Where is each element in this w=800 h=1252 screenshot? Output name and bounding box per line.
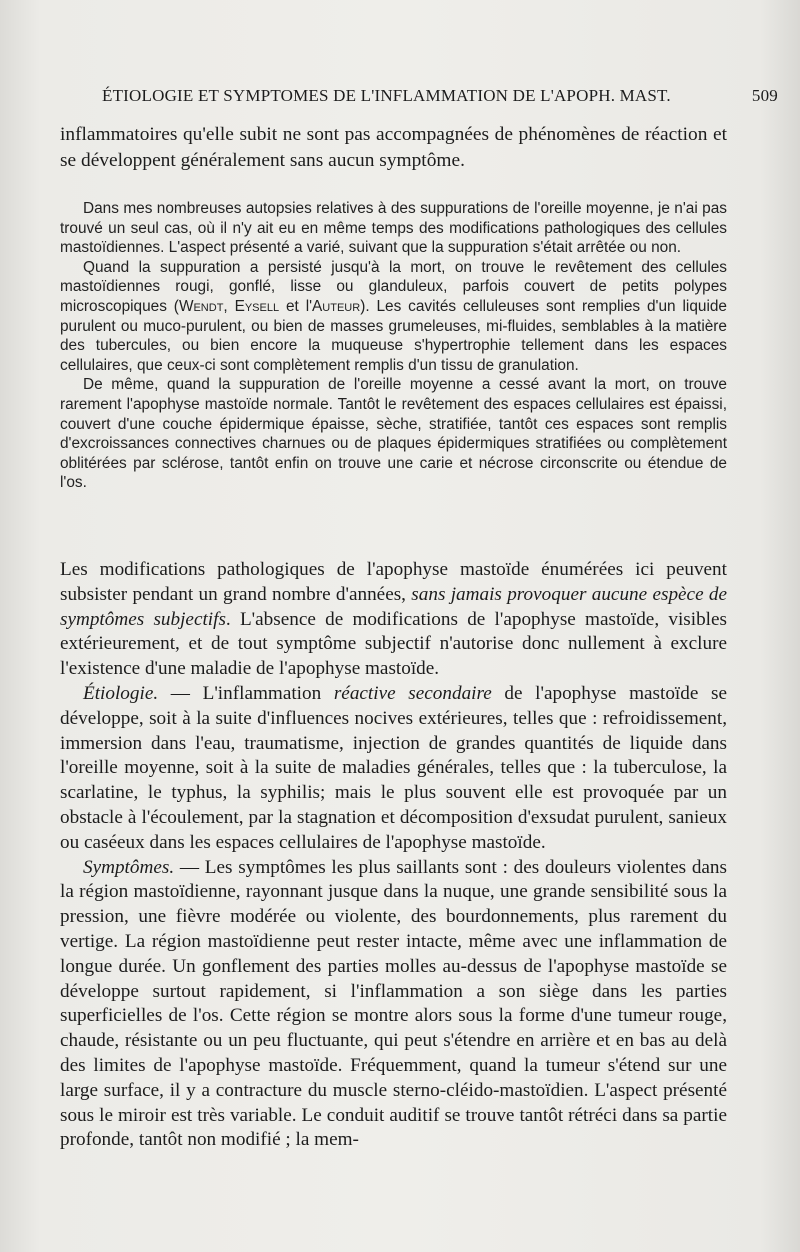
section-label-etiologie: Étiologie. (83, 682, 159, 704)
etiologie-paragraph (60, 682, 727, 856)
author-auteur: Auteur (312, 297, 361, 315)
etiologie-text-start: — L'inflammation (158, 682, 334, 704)
header-title: ÉTIOLOGIE ET SYMPTOMES DE L'INFLAMMATION DE L'APOPH. MAST. (102, 86, 671, 105)
author-eysell: Eysell (234, 297, 280, 315)
emphasis-text: réactive secondaire (333, 682, 492, 704)
body-paragraph-1-start: Les modifications pathologiques de l'apophyse mastoïde énumérées ici peuvent subsister pendant un grand nombre d'années, (60, 559, 727, 605)
note-paragraph-2-start: Quand la suppuration a persisté jusqu'à la mort, on trouve le revêtement des cellules mastoïdiennes rougi, gonflé, lisse ou glanduleux, parfois couvert de petits polypes microscopiques ( (60, 258, 727, 315)
author-wendt: Wendt (178, 297, 224, 315)
symptomes-text: — Les symptômes les plus saillants sont : des douleurs violentes dans la région mastoïdienne, rayonnant jusque dans la nuque, une grande sensibilité sous la pression, une fièvre modérée ou violente, des bourdonnements, plus rarement du vertige. La région mastoïdienne peut rester intacte, même avec une inflammation de longue durée. Un gonflement des parties molles au-dessus de l'apophyse mastoïde se développe surtout rapidement, si l'inflammation a son siège dans les parties superficielles de l'os. Cette région se montre alors sous la forme d'une tumeur rouge, chaude, résistante ou un peu fluctuante, qui peut s'étendre en arrière et en bas au delà des limites de l'apophyse mastoïde. Fréquemment, quand la tumeur s'étend sur une large surface, il y a contracture du muscle sterno-cléido-mastoïdien. L'aspect présenté sous le miroir est très variable. Le conduit auditif se trouve tantôt rétréci dans sa partie profonde, tantôt non modifié ; la mem- (60, 856, 727, 1151)
page-number: 509 (751, 86, 778, 105)
body-paragraph-1 (60, 558, 727, 682)
separator: et l' (279, 297, 313, 315)
note-paragraph-2-end: ). Les cavités celluleuses sont remplies d'un liquide purulent ou muco-purulent, ou bien de masses grumeleuses, mi-fluides, semblables à la matière des tubercules, ou bien encore la muqueuse s'hypertrophie tellement dans les espaces cellulaires, que ceux-ci sont complètement remplis d'un tissu de granulation. (60, 297, 727, 374)
note-paragraph-2 (60, 258, 727, 376)
running-header (102, 86, 778, 116)
separator: , (223, 297, 235, 315)
etiologie-text-end: de l'apophyse mastoïde se développe, soit à la suite d'influences nocives extérieures, telles que : refroidissement, immersion dans l'eau, traumatisme, injection de grandes quantités de liquide dans l'oreille moyenne, soit à la suite de maladies générales, telles que : la tuberculose, la scarlatine, le typhus, la syphilis; mais le plus souvent elle est provoquée par un obstacle à l'écoulement, par la stagnation et décomposition d'exsudat purulent, sanieux ou caséeux dans les espaces cellulaires de l'apophyse mastoïde. (60, 682, 727, 853)
symptomes-paragraph (60, 856, 727, 1154)
intro-paragraph: inflammatoires qu'elle subit ne sont pas accompagnées de phénomènes de réaction et se développent généralement sans aucun symptôme. (60, 124, 727, 171)
main-text-block (60, 558, 727, 1153)
section-label-symptomes: Symptômes. (83, 856, 175, 878)
small-print-notes (60, 199, 727, 493)
note-paragraph-1: Dans mes nombreuses autopsies relatives à des suppurations de l'oreille moyenne, je n'ai pas trouvé un seul cas, où il n'y ait eu en même temps des modifications pathologiques des cellules mastoïdiennes. L'aspect présenté a varié, suivant que la suppuration s'était arrêtée ou non. (60, 200, 727, 257)
intro-paragraph-block (60, 122, 727, 174)
body-paragraph-1-end: . L'absence de modifications de l'apophyse mastoïde, visibles extérieurement, et de tout symptôme subjectif n'autorise donc nullement à exclure l'existence d'une maladie de l'apophyse mastoïde. (60, 608, 727, 680)
note-paragraph-3: De même, quand la suppuration de l'oreille moyenne a cessé avant la mort, on trouve rarement l'apophyse mastoïde normale. Tantôt le revêtement des espaces cellulaires est épaissi, couvert d'une couche épidermique épaisse, sèche, stratifiée, tantôt ces espaces sont remplis d'excroissances connectives charnues ou de plaques épidermiques stratifiées ou complètement oblitérées par sclérose, tantôt enfin on trouve une carie et nécrose circonscrite ou étendue de l'os. (60, 376, 727, 492)
emphasis-text: sans jamais provoquer aucune espèce de symptômes subjectifs (60, 583, 727, 630)
